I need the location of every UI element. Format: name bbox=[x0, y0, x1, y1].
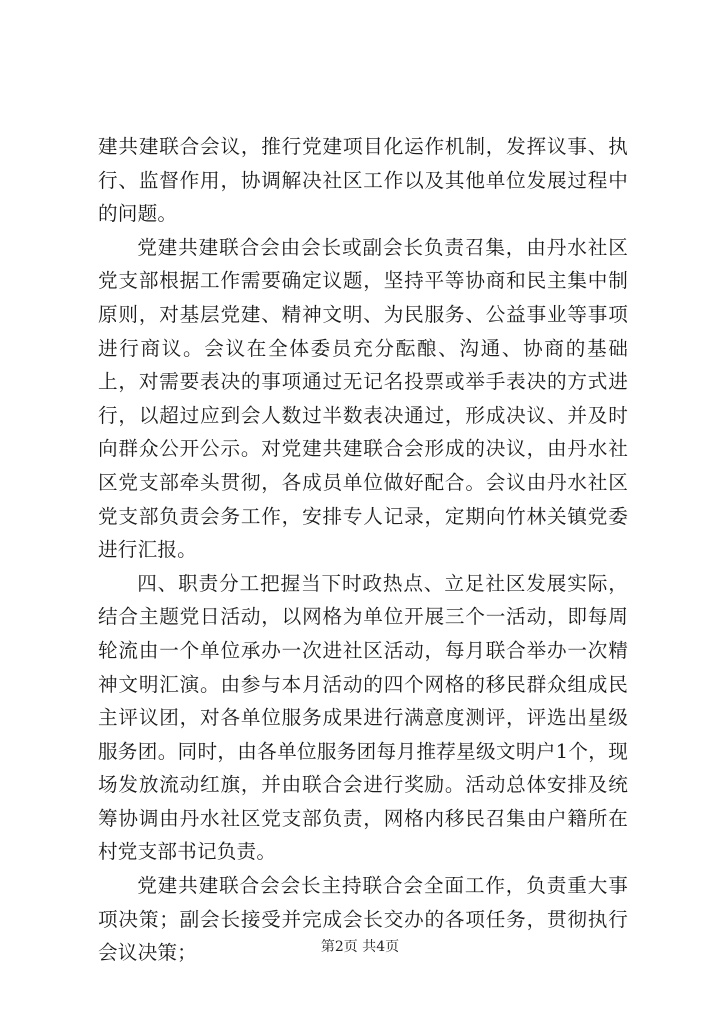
paragraph-continuation: 建共建联合会议，推行党建项目化运作机制，发挥议事、执行、监督作用，协调解决社区工作以及其他单位发展过程中的问题。 bbox=[98, 135, 628, 226]
page-number-footer: 第2页 共4页 bbox=[320, 939, 400, 955]
document-body bbox=[98, 130, 628, 970]
paragraph-meeting-procedure: 党建共建联合会由会长或副会长负责召集，由丹水社区党支部根据工作需要确定议题，坚持平等协商和民主集中制原则，对基层党建、精神文明、为民服务、公益事业等事项进行商议。会议在全体委员充分酝酿、沟通、协商的基础上，对需要表决的事项通过无记名投票或举手表决的方式进行，以超过应到会人数过半数表决通过，形成决议、并及时向群众公开公示。对党建共建联合会形成的决议，由丹水社区党支部牵头贯彻，各成员单位做好配合。会议由丹水社区党支部负责会务工作，安排专人记录，定期向竹林关镇党委进行汇报。 bbox=[98, 235, 628, 562]
paragraph-duty-division: 四、职责分工把握当下时政热点、立足社区发展实际，结合主题党日活动，以网格为单位开展三个一活动，即每周轮流由一个单位承办一次进社区活动，每月联合举办一次精神文明汇演。由参与本月活动的四个网格的移民群众组成民主评议团，对各单位服务成果进行满意度测评，评选出星级服务团。同时，由各单位服务团每月推荐星级文明户1个，现场发放流动红旗，并由联合会进行奖励。活动总体安排及统筹协调由丹水社区党支部负责，网格内移民召集由户籍所在村党支部书记负责。 bbox=[98, 571, 628, 864]
paragraph-president-duties: 党建共建联合会会长主持联合会全面工作，负责重大事项决策；副会长接受并完成会长交办的各项任务，贯彻执行会议决策； bbox=[98, 874, 628, 965]
